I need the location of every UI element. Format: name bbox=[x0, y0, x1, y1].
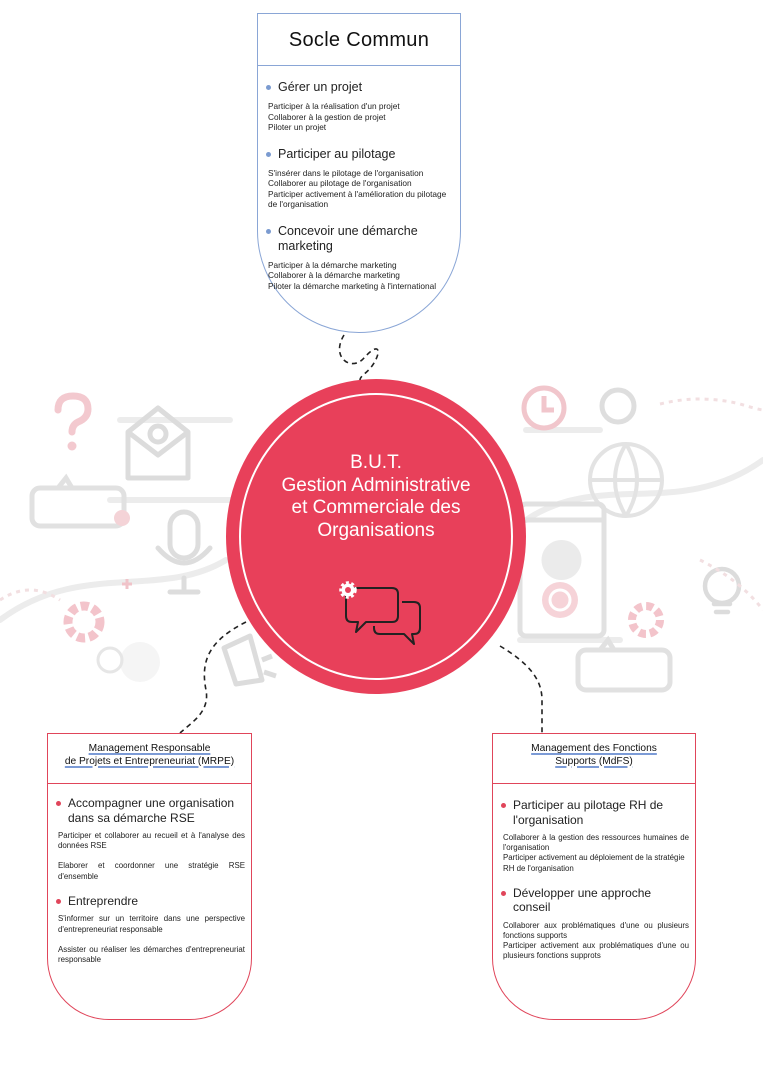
mrpe-title bbox=[48, 734, 251, 784]
speech-bubble-right-icon bbox=[578, 640, 670, 690]
section-approche-conseil bbox=[493, 886, 695, 962]
list-item: S'insérer dans le pilotage de l'organisation bbox=[268, 167, 424, 178]
section-items bbox=[493, 833, 695, 874]
list-item: Collaborer à la gestion des ressources humaines de l'organisation bbox=[503, 833, 689, 853]
list-item: Elaborer et coordonner une stratégie RSE d'ensemble bbox=[58, 861, 245, 881]
list-item: Collaborer au pilotage de l'organisation bbox=[268, 178, 412, 188]
gear-icon bbox=[68, 606, 100, 638]
gear-small-icon bbox=[632, 606, 660, 634]
list-item: Participer activement à l'amélioration du pilotage de l'organisation bbox=[268, 188, 447, 209]
section-title: Gérer un projet bbox=[278, 80, 363, 94]
bg-ring-icon bbox=[602, 390, 634, 422]
list-item: Collaborer aux problématiques d'une ou plusieurs fonctions supports bbox=[503, 920, 689, 941]
bullet-icon bbox=[266, 229, 271, 234]
center-title-line: et Commerciale des bbox=[291, 497, 461, 518]
bullet-icon bbox=[266, 152, 271, 157]
bullet-icon bbox=[266, 85, 271, 90]
section-demarche-marketing bbox=[258, 224, 460, 292]
section-title: Participer au pilotage bbox=[278, 146, 396, 161]
section-title: Participer au pilotage RH de l'organisation bbox=[513, 798, 664, 827]
pie-chart-icon bbox=[542, 540, 582, 580]
bullet-icon bbox=[501, 891, 506, 896]
mdfs-card bbox=[492, 733, 696, 1020]
globe-dot-icon bbox=[114, 510, 130, 526]
section-title: Entreprendre bbox=[68, 893, 139, 908]
mdfs-title-line1: Management des Fonctions bbox=[531, 743, 657, 754]
bullet-icon bbox=[56, 801, 61, 806]
section-items bbox=[48, 831, 251, 882]
section-participer-pilotage bbox=[258, 147, 460, 210]
section-items bbox=[258, 101, 460, 133]
euro-coin-icon bbox=[542, 582, 578, 618]
bg-circle-decor bbox=[120, 642, 160, 682]
mrpe-title-line2: de Projets et Entrepreneuriat (MRPE) bbox=[64, 755, 235, 767]
section-entreprendre bbox=[48, 894, 251, 965]
section-title: Développer une approche conseil bbox=[513, 885, 652, 915]
socle-commun-card bbox=[257, 13, 461, 333]
section-items bbox=[258, 168, 460, 210]
list-item: S'informer sur un territoire dans une perspective d'entrepreneuriat responsable bbox=[58, 914, 245, 934]
lightbulb-icon bbox=[705, 569, 739, 612]
list-item: RH de l'organisation bbox=[503, 863, 574, 873]
center-title-line: Gestion Administrative bbox=[281, 474, 471, 496]
list-item: Piloter un projet bbox=[268, 122, 327, 132]
center-title bbox=[248, 452, 504, 542]
list-item: Participer activement au déploiement de la stratégie bbox=[503, 853, 685, 863]
list-item: Collaborer à la gestion de projet bbox=[268, 111, 386, 122]
list-item: Participer à la démarche marketing bbox=[268, 259, 397, 270]
section-title: Accompagner une organisation dans sa démarche RSE bbox=[68, 796, 235, 825]
section-items bbox=[258, 260, 460, 292]
list-item: Participer et collaborer au recueil et à l'analyse des données RSE bbox=[58, 831, 245, 851]
question-mark-icon bbox=[58, 396, 88, 451]
mrpe-title-line1: Management Responsable bbox=[88, 743, 211, 754]
section-title: Concevoir une démarche marketing bbox=[278, 223, 418, 253]
center-title-line: B.U.T. bbox=[350, 452, 402, 473]
mdfs-title bbox=[493, 734, 695, 784]
list-item: Participer à la réalisation d'un projet bbox=[268, 101, 400, 111]
mrpe-card bbox=[47, 733, 252, 1020]
section-rse bbox=[48, 796, 251, 882]
list-item: Assister ou réaliser les démarches d'entrepreneuriat responsable bbox=[58, 944, 245, 964]
mdfs-title-line2: Supports (MdFS) bbox=[555, 755, 633, 767]
section-items bbox=[48, 914, 251, 965]
section-gerer-projet bbox=[258, 80, 460, 133]
chat-bubbles-gear-icon bbox=[336, 578, 426, 648]
clock-icon bbox=[524, 388, 564, 428]
socle-commun-title: Socle Commun bbox=[258, 14, 460, 66]
center-title-line: Organisations bbox=[317, 519, 435, 541]
bullet-icon bbox=[501, 803, 506, 808]
list-item: Participer activement aux problématiques d'une ou plusieurs fonctions supprots bbox=[503, 941, 689, 961]
section-items bbox=[493, 921, 695, 962]
section-pilotage-rh bbox=[493, 798, 695, 874]
bullet-icon bbox=[56, 899, 61, 904]
list-item: Piloter la démarche marketing à l'international bbox=[268, 280, 437, 291]
list-item: Collaborer à la démarche marketing bbox=[268, 270, 400, 280]
